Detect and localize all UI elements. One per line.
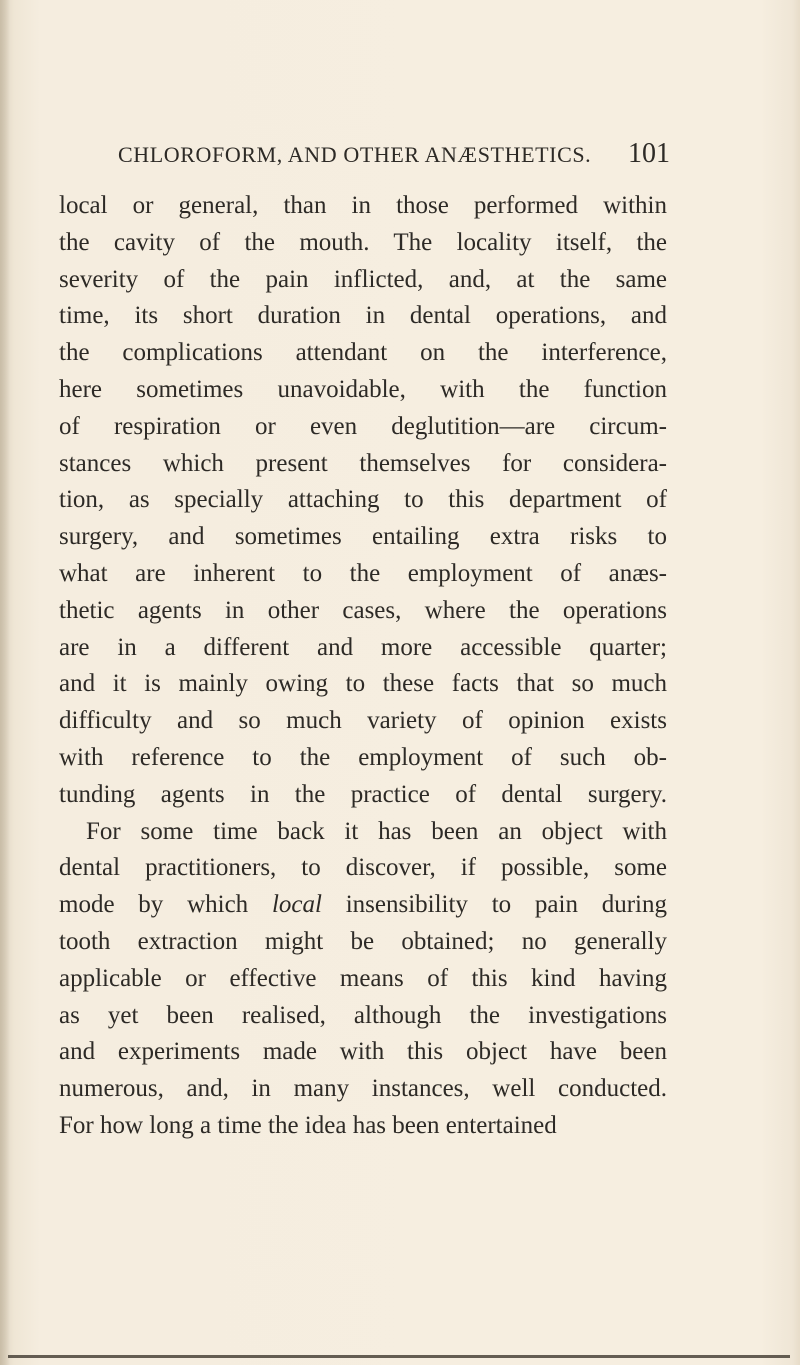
text-line: stances which present themselves for considera- bbox=[59, 449, 667, 477]
text-line: the complications attendant on the interference, bbox=[59, 339, 667, 367]
text-line: thetic agents in other cases, where the operations bbox=[59, 596, 667, 624]
running-head: CHLOROFORM, AND OTHER ANÆSTHETICS. bbox=[118, 142, 592, 167]
text-line: severity of the pain inflicted, and, at the same bbox=[59, 265, 667, 293]
text-line: with reference to the employment of such ob- bbox=[59, 743, 667, 771]
text-line: tion, as specially attaching to this department of bbox=[59, 486, 667, 514]
bottom-edge-line bbox=[8, 1355, 790, 1358]
page-number: 101 bbox=[628, 138, 670, 169]
text-line-with-italic bbox=[59, 887, 667, 924]
text-line: tunding agents in the practice of dental surgery. bbox=[59, 780, 667, 808]
body-text bbox=[59, 188, 667, 1145]
text-line: what are inherent to the employment of anæs- bbox=[59, 559, 667, 587]
text-line: time, its short duration in dental operations, and bbox=[59, 302, 667, 330]
text-line: are in a different and more accessible quarter; bbox=[59, 633, 667, 661]
text-line: and it is mainly owing to these facts that so much bbox=[59, 670, 667, 698]
page-header bbox=[118, 140, 678, 176]
text-fragment: insensibility to pain during bbox=[321, 891, 667, 919]
text-fragment: mode by which bbox=[59, 891, 272, 919]
page-binding-shadow bbox=[0, 0, 10, 1365]
text-line: and experiments made with this object have been bbox=[59, 1038, 667, 1066]
text-line: the cavity of the mouth. The locality itself, the bbox=[59, 228, 667, 256]
text-line: as yet been realised, although the investigations bbox=[59, 1001, 667, 1029]
text-line: For how long a time the idea has been entertained bbox=[59, 1111, 557, 1139]
text-line: here sometimes unavoidable, with the function bbox=[59, 375, 667, 403]
text-line: applicable or effective means of this kind having bbox=[59, 964, 667, 992]
text-line: tooth extraction might be obtained; no generally bbox=[59, 927, 667, 955]
italic-emphasis: local bbox=[271, 891, 322, 919]
paragraph-start-line: For some time back it has been an object with bbox=[86, 817, 667, 845]
text-line: of respiration or even deglutition—are circum- bbox=[59, 412, 667, 440]
text-line: numerous, and, in many instances, well conducted. bbox=[59, 1075, 667, 1103]
text-line: difficulty and so much variety of opinion exists bbox=[59, 707, 667, 735]
text-line: surgery, and sometimes entailing extra risks to bbox=[59, 523, 667, 551]
text-line: dental practitioners, to discover, if possible, some bbox=[59, 854, 667, 882]
text-line: local or general, than in those performed within bbox=[59, 192, 667, 219]
